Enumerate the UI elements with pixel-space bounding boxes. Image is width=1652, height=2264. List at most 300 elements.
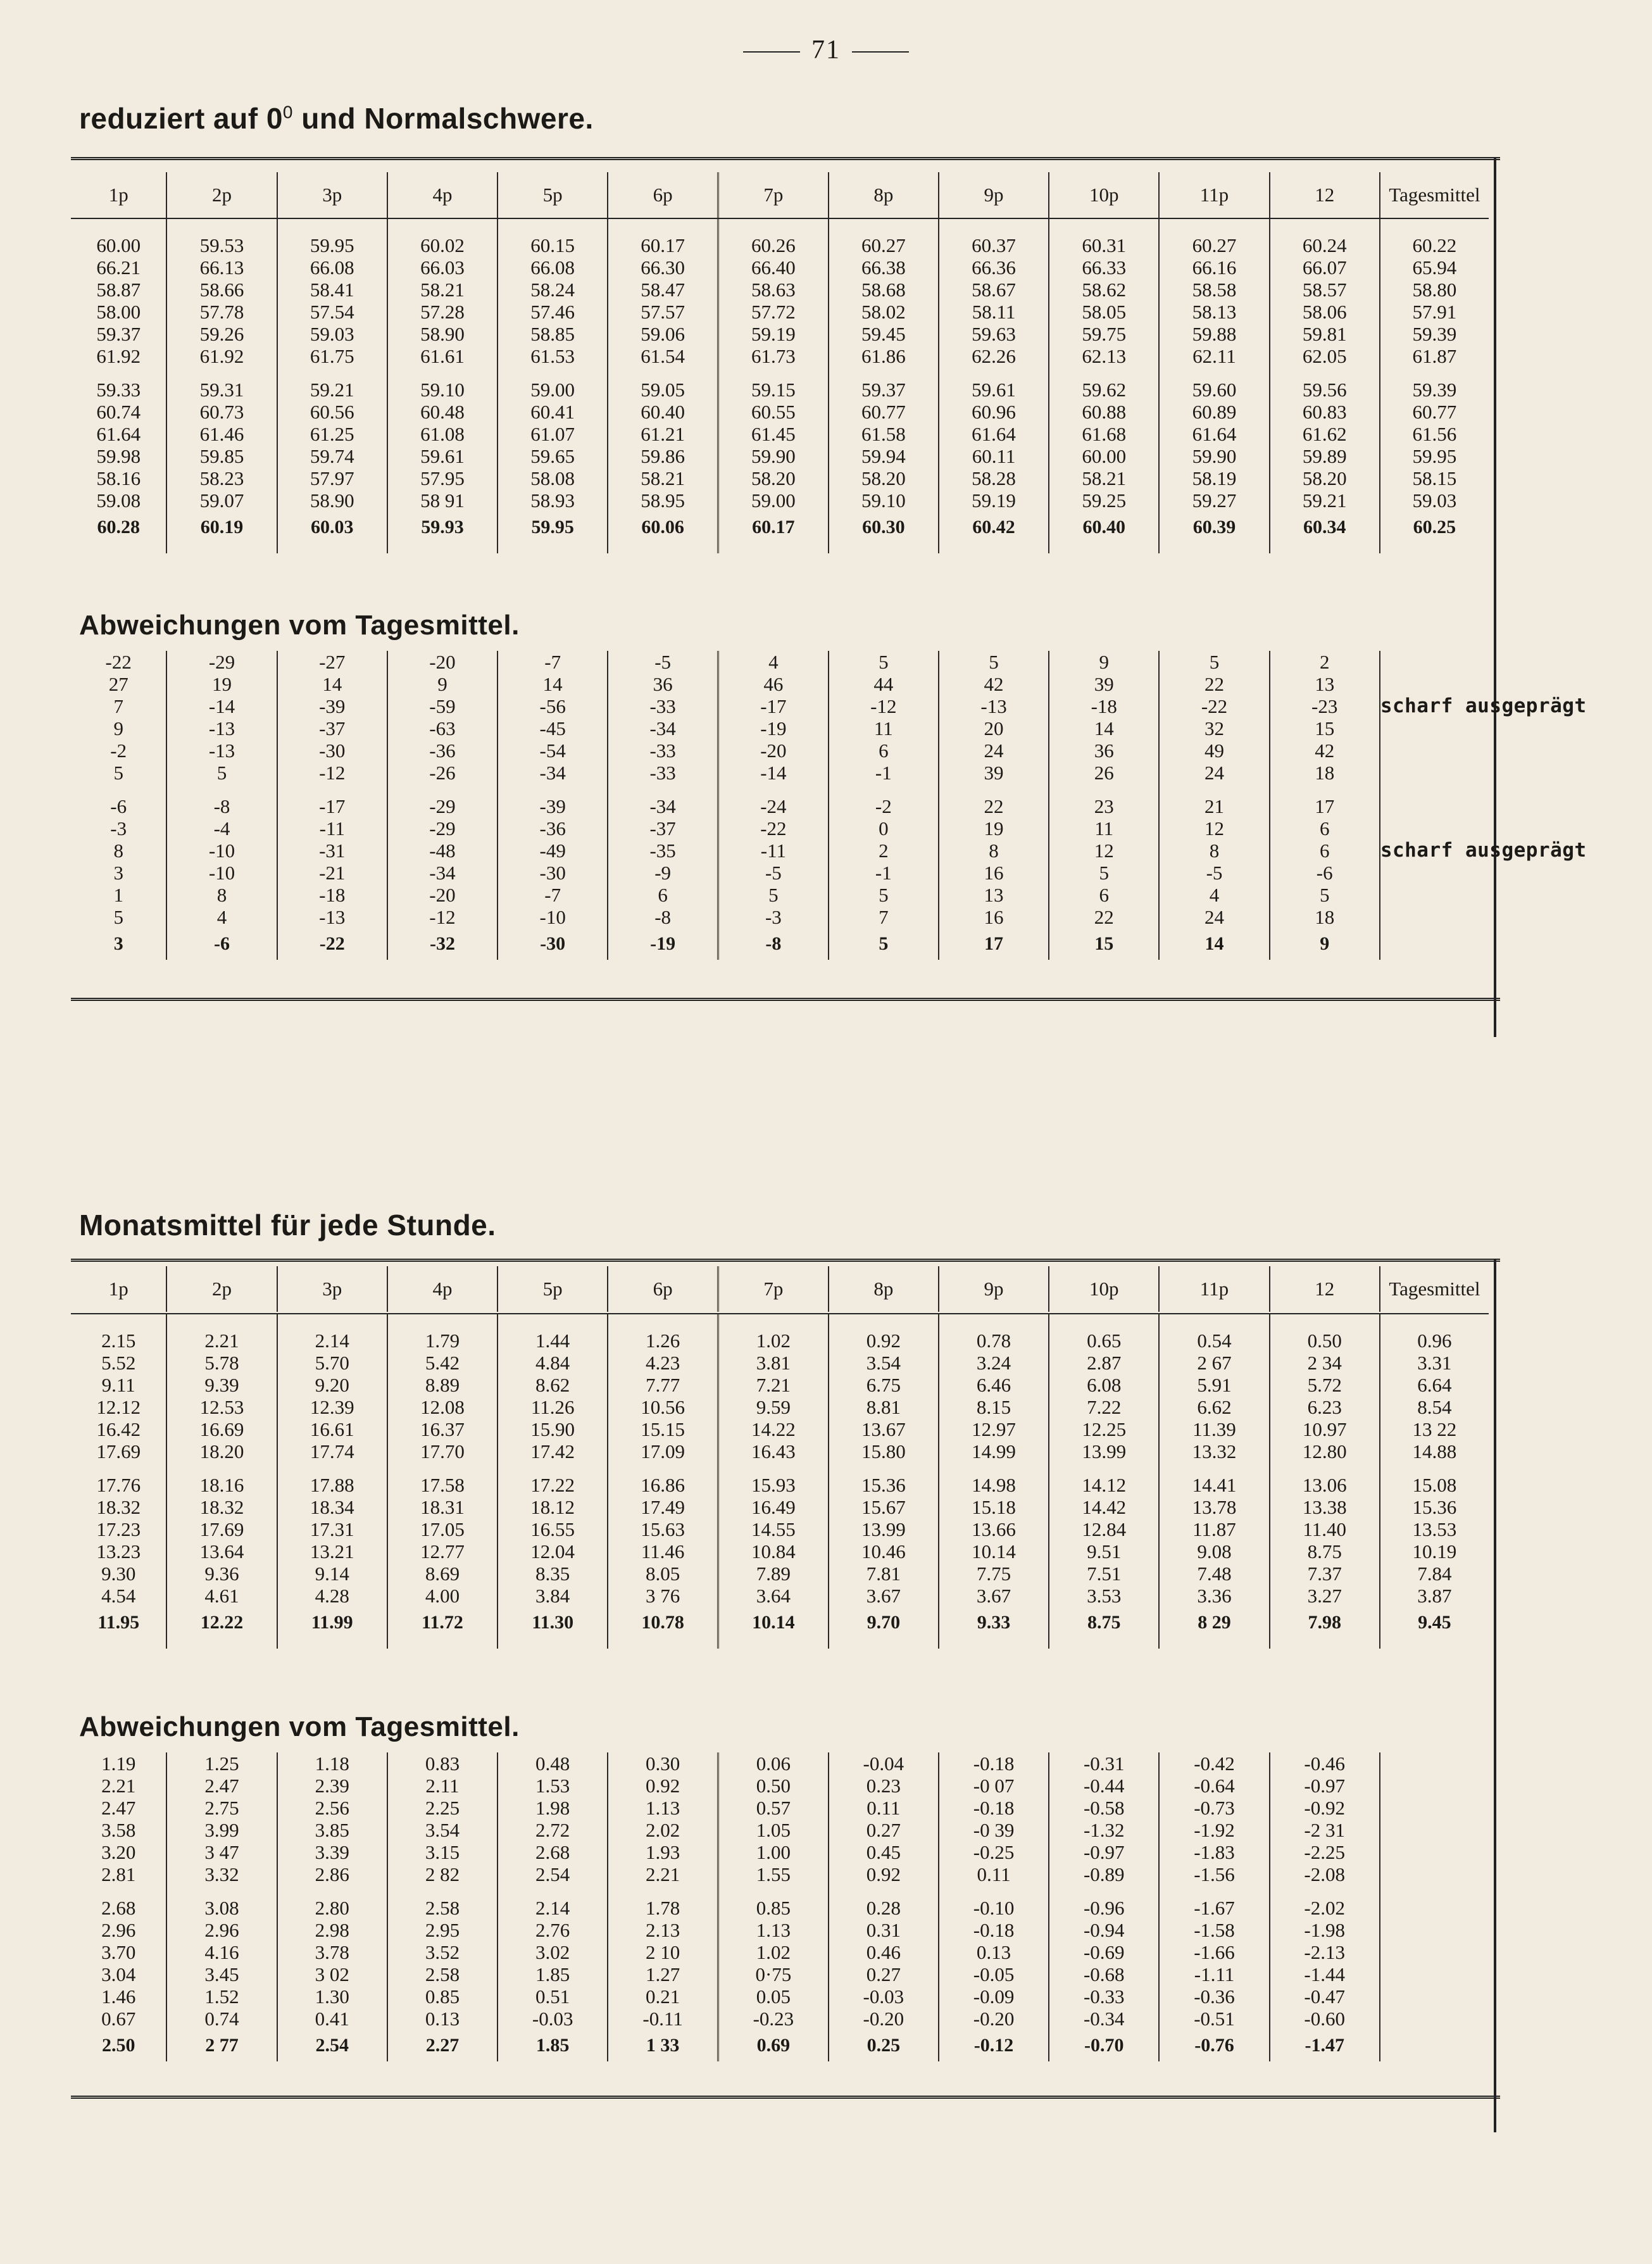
table-cell: 5	[1270, 884, 1380, 906]
table-cell: 59.21	[1270, 489, 1380, 512]
table-cell: 0.74	[166, 2008, 277, 2030]
table-cell	[1159, 367, 1269, 379]
table-cell: 0	[829, 817, 939, 840]
table-cell	[387, 218, 497, 234]
table-cell: 0.27	[829, 1963, 939, 1985]
table-cell: -1.32	[1049, 1819, 1159, 1841]
table-cell: 8	[1159, 840, 1269, 862]
table-row	[71, 489, 1489, 512]
table-cell: 8p	[829, 1266, 939, 1312]
table-row	[71, 1418, 1489, 1440]
table-cell: -26	[387, 762, 497, 784]
table-cell: 61.62	[1270, 423, 1380, 445]
table-cell: 4p	[387, 1266, 497, 1312]
table-cell: -34	[608, 795, 718, 817]
table-cell: 3.54	[829, 1352, 939, 1374]
table-cell: 66.16	[1159, 256, 1269, 279]
table-cell: 17.69	[96, 1440, 141, 1462]
table-cell: 13.53	[1380, 1518, 1489, 1540]
table-cell: 15.93	[718, 1474, 829, 1496]
table-cell: 11p	[1159, 172, 1269, 218]
table-cell: 13.78	[1159, 1496, 1269, 1518]
table-cell	[1159, 543, 1269, 553]
table-cell: -0.58	[1049, 1797, 1159, 1819]
table-cell: 10.84	[718, 1540, 829, 1563]
table-cell	[166, 218, 277, 234]
table-cell: 0.41	[277, 2008, 387, 2030]
table-cell: 6	[1049, 884, 1159, 906]
table-cell: 60.89	[1159, 401, 1269, 423]
table-cell	[71, 1462, 166, 1474]
table-cell: 5.72	[1270, 1374, 1380, 1396]
section1-deviation-table	[71, 651, 1587, 960]
table-cell: -0.60	[1270, 2008, 1380, 2030]
table-cell: 58.08	[497, 467, 608, 489]
table-cell: 60.37	[939, 234, 1049, 256]
table-cell: 9.59	[718, 1396, 829, 1418]
section1-title: reduziert auf $0^0$ und Normalschwere.	[79, 102, 594, 135]
table-cell: 5.42	[387, 1352, 497, 1374]
table-cell: 58.67	[939, 279, 1049, 301]
table-cell: -45	[497, 717, 608, 739]
table-cell: 11	[829, 717, 939, 739]
table-cell: 1.02	[718, 1941, 829, 1963]
table-cell: -0.51	[1159, 2008, 1269, 2030]
table-row	[71, 1563, 1489, 1585]
table-cell	[1380, 673, 1489, 695]
table-cell: 59.07	[166, 489, 277, 512]
table-cell: 3.31	[1380, 1352, 1489, 1374]
table-row	[71, 1897, 1489, 1919]
table-cell: 57.72	[718, 301, 829, 323]
table-cell: -29	[387, 817, 497, 840]
table-cell: 2.13	[608, 1919, 718, 1941]
table-cell: 58.47	[608, 279, 718, 301]
table-cell: -0.23	[718, 2008, 829, 2030]
table-cell: 6	[1270, 817, 1380, 840]
table-cell: -0.69	[1049, 1941, 1159, 1963]
table-cell: 61.64	[96, 423, 141, 445]
table-cell: 0.23	[829, 1775, 939, 1797]
table-cell: 59.19	[718, 323, 829, 345]
table-cell: 61.61	[387, 345, 497, 367]
table-cell: 11p	[1159, 1266, 1269, 1312]
table-cell	[166, 543, 277, 553]
table-cell: 10p	[1049, 172, 1159, 218]
table-cell: 2.98	[277, 1919, 387, 1941]
table-cell: 12	[1049, 840, 1159, 862]
table-row	[71, 345, 1489, 367]
total-row	[71, 512, 1489, 543]
table-cell	[277, 367, 387, 379]
table-cell	[1380, 1638, 1489, 1649]
table-cell: 2.75	[166, 1797, 277, 1819]
table-cell: 60.27	[829, 234, 939, 256]
table-cell: 15	[1049, 928, 1159, 960]
table-cell: 2.58	[387, 1897, 497, 1919]
table-cell: 16.42	[96, 1418, 141, 1440]
table-cell: 2.39	[277, 1775, 387, 1797]
table-cell: 59.31	[166, 379, 277, 401]
table-cell	[939, 1313, 1049, 1330]
table-cell: 13.21	[277, 1540, 387, 1563]
table-cell: -0.05	[939, 1963, 1049, 1985]
spacer-row	[71, 367, 1489, 379]
table-cell	[939, 784, 1049, 795]
table-cell	[71, 1313, 166, 1330]
table-cell: 11.40	[1270, 1518, 1380, 1540]
table-cell: 57.91	[1380, 301, 1489, 323]
table-cell: -37	[277, 717, 387, 739]
table-cell: 22	[939, 795, 1049, 817]
table-cell	[71, 1638, 166, 1649]
table-cell: 1.26	[608, 1330, 718, 1352]
page-number: 71	[722, 35, 930, 65]
table-cell: 2.21	[166, 1330, 277, 1352]
table-cell: 3	[113, 862, 123, 884]
total-row	[71, 2030, 1489, 2061]
table-cell: -13	[939, 695, 1049, 717]
table-cell: 61.45	[718, 423, 829, 445]
table-cell: 5	[1159, 651, 1269, 673]
table-cell: 59.27	[1159, 489, 1269, 512]
table-cell: -1.92	[1159, 1819, 1269, 1841]
table-cell: -18	[277, 884, 387, 906]
table-cell: 14.41	[1159, 1474, 1269, 1496]
table-cell: 0.50	[1270, 1330, 1380, 1352]
table-cell: 24	[1159, 906, 1269, 928]
table-cell: 60.15	[497, 234, 608, 256]
table-cell	[1270, 218, 1380, 234]
table-cell	[1380, 1462, 1489, 1474]
table-cell: 6	[829, 739, 939, 762]
table-cell: 60.19	[166, 512, 277, 543]
table-cell	[1159, 1313, 1269, 1330]
table-cell	[608, 1313, 718, 1330]
table-cell: -54	[497, 739, 608, 762]
table-cell	[1380, 884, 1489, 906]
table-cell: 2.11	[387, 1775, 497, 1797]
table-cell: 0.30	[608, 1752, 718, 1775]
table-cell: 8p	[829, 172, 939, 218]
table-cell: 14	[497, 673, 608, 695]
spacer-row	[71, 543, 1489, 553]
table-cell: 60.48	[387, 401, 497, 423]
table-cell: 58.68	[829, 279, 939, 301]
table-cell	[1380, 543, 1489, 553]
table-cell: -22	[277, 928, 387, 960]
table-cell: 18.20	[166, 1440, 277, 1462]
table-cell: 60.17	[608, 234, 718, 256]
table-cell	[1380, 928, 1489, 960]
table-cell: 3.20	[101, 1841, 136, 1863]
table-cell: 0.48	[497, 1752, 608, 1775]
table-cell: 2.72	[497, 1819, 608, 1841]
table-cell: 62.11	[1159, 345, 1269, 367]
table-cell: 9.45	[1380, 1607, 1489, 1638]
table-cell	[1380, 795, 1489, 817]
table-cell: -11	[277, 817, 387, 840]
table-cell	[608, 784, 718, 795]
table-cell: 2.47	[101, 1797, 136, 1819]
table-cell: 8.15	[939, 1396, 1049, 1418]
table-cell: 2.47	[166, 1775, 277, 1797]
table-cell: 9p	[939, 1266, 1049, 1312]
table-cell: 0.21	[608, 1985, 718, 2008]
table-cell	[71, 1885, 166, 1897]
table-cell: 60.28	[97, 517, 140, 538]
table-cell: 14.42	[1049, 1496, 1159, 1518]
table-cell	[166, 367, 277, 379]
table-cell: -0.34	[1049, 2008, 1159, 2030]
table-cell: 0.96	[1380, 1330, 1489, 1352]
table-cell: 9.36	[166, 1563, 277, 1585]
table-cell: 4.28	[277, 1585, 387, 1607]
table-cell: Tagesmittel	[1380, 1266, 1489, 1312]
table-cell: -48	[387, 840, 497, 862]
table-cell: 60.24	[1270, 234, 1380, 256]
table-cell	[387, 367, 497, 379]
table-cell: 2.96	[101, 1919, 136, 1941]
table-cell: 12.39	[277, 1396, 387, 1418]
table-cell: -0.09	[939, 1985, 1049, 2008]
table-cell: 4.61	[166, 1585, 277, 1607]
table-cell: 0.85	[387, 1985, 497, 2008]
table-cell: 0.54	[1159, 1330, 1269, 1352]
table-cell: 6.46	[939, 1374, 1049, 1396]
table-cell: 8 29	[1159, 1607, 1269, 1638]
table-cell: -0.25	[939, 1841, 1049, 1863]
table-row	[71, 840, 1489, 862]
table-cell: 16	[939, 862, 1049, 884]
table-cell: 2.27	[387, 2030, 497, 2061]
table-row	[71, 423, 1489, 445]
table-cell: 16.69	[166, 1418, 277, 1440]
table-cell: 14.55	[718, 1518, 829, 1540]
table-cell: 12.80	[1270, 1440, 1380, 1462]
table-cell	[829, 1885, 939, 1897]
table-cell: 1p	[108, 1278, 128, 1300]
table-cell: -11	[718, 840, 829, 862]
table-cell: 16.86	[608, 1474, 718, 1496]
table-cell: 1 33	[608, 2030, 718, 2061]
table-cell: 18	[1270, 762, 1380, 784]
table-cell: 39	[939, 762, 1049, 784]
header-row	[71, 1266, 1489, 1312]
table-cell: 4.84	[497, 1352, 608, 1374]
table-cell: -36	[497, 817, 608, 840]
table-cell: 60.00	[96, 234, 141, 256]
table-cell: 1.27	[608, 1963, 718, 1985]
table-cell: 3.58	[101, 1819, 136, 1841]
table-cell: 8.54	[1380, 1396, 1489, 1418]
table-cell: -0.33	[1049, 1985, 1159, 2008]
table-cell: 7.89	[718, 1563, 829, 1585]
table-cell: 1p	[108, 184, 128, 206]
table-cell	[166, 1462, 277, 1474]
table-cell: 59.75	[1049, 323, 1159, 345]
table-cell: -10	[497, 906, 608, 928]
table-cell: 1.79	[387, 1330, 497, 1352]
table-cell: 1.30	[277, 1985, 387, 2008]
table-cell: 9	[113, 717, 123, 739]
table-cell: -0.20	[829, 2008, 939, 2030]
section2-header-table	[71, 1266, 1489, 1312]
table-cell: 3p	[277, 1266, 387, 1312]
table-cell: 59.03	[1380, 489, 1489, 512]
table-cell: 5	[1049, 862, 1159, 884]
table-cell: 3.85	[277, 1819, 387, 1841]
table-cell	[1380, 1963, 1489, 1985]
table-cell: -18	[1049, 695, 1159, 717]
table-row	[71, 379, 1489, 401]
table-cell: 59.37	[96, 323, 141, 345]
table-cell: -34	[497, 762, 608, 784]
table-cell	[387, 543, 497, 553]
table-cell: -1.66	[1159, 1941, 1269, 1963]
table-row	[71, 1518, 1489, 1540]
table-cell	[1380, 739, 1489, 762]
table-cell: 1.44	[497, 1330, 608, 1352]
table-cell: 11.46	[608, 1540, 718, 1563]
table-cell: 3 47	[166, 1841, 277, 1863]
table-cell: 59.81	[1270, 323, 1380, 345]
table-cell: 59.62	[1049, 379, 1159, 401]
table-cell: 59.06	[608, 323, 718, 345]
table-cell: 12.97	[939, 1418, 1049, 1440]
table-row	[71, 1863, 1489, 1885]
table-cell	[1159, 218, 1269, 234]
table-cell: -12	[277, 762, 387, 784]
table-cell: 3.15	[387, 1841, 497, 1863]
table-cell	[1270, 367, 1380, 379]
table-cell: -22	[718, 817, 829, 840]
table-cell: 17.88	[277, 1474, 387, 1496]
table-cell: 59.39	[1380, 323, 1489, 345]
table-cell: 1.18	[277, 1752, 387, 1775]
table-cell: 2.15	[101, 1330, 136, 1352]
table-cell	[718, 543, 829, 553]
table-cell: -2.25	[1270, 1841, 1380, 1863]
table-cell: 59.00	[718, 489, 829, 512]
table-cell: 5.52	[101, 1352, 136, 1374]
table-cell: 7p	[718, 172, 829, 218]
table-row	[71, 279, 1489, 301]
table-cell: 14.22	[718, 1418, 829, 1440]
table-cell: 11.30	[497, 1607, 608, 1638]
table-cell: 21	[1159, 795, 1269, 817]
table-cell: -12	[829, 695, 939, 717]
table-cell: 8	[113, 840, 123, 862]
table-cell: 59.00	[497, 379, 608, 401]
table-cell: 58.63	[718, 279, 829, 301]
table-cell: 12	[1270, 1266, 1380, 1312]
title-superscript: 0	[282, 102, 293, 122]
table-row	[71, 795, 1489, 817]
table-cell: 58.15	[1380, 467, 1489, 489]
table-cell	[1159, 1885, 1269, 1897]
table-cell: 9.33	[939, 1607, 1049, 1638]
table-cell: 1.25	[166, 1752, 277, 1775]
table-cell: 60.31	[1049, 234, 1159, 256]
table-cell: 59.95	[1380, 445, 1489, 467]
table-cell: 12	[1270, 172, 1380, 218]
table-cell: 15.36	[829, 1474, 939, 1496]
table-cell: 58.66	[166, 279, 277, 301]
table-cell	[387, 1462, 497, 1474]
table-cell	[1270, 1885, 1380, 1897]
table-cell: 1.93	[608, 1841, 718, 1863]
table-cell: 15.36	[1380, 1496, 1489, 1518]
total-row	[71, 1607, 1489, 1638]
table-cell: 58.19	[1159, 467, 1269, 489]
table-cell: 2.58	[387, 1963, 497, 1985]
table-cell: 60.55	[718, 401, 829, 423]
table-cell: 58.02	[829, 301, 939, 323]
table-cell	[1380, 762, 1489, 784]
table-row	[71, 1330, 1489, 1352]
table-cell: 18.34	[277, 1496, 387, 1518]
table-cell	[1049, 218, 1159, 234]
table-cell: 2.68	[497, 1841, 608, 1863]
table-row	[71, 1474, 1489, 1496]
table-cell: 6.23	[1270, 1396, 1380, 1418]
table-cell: 58.62	[1049, 279, 1159, 301]
table-cell: 11.87	[1159, 1518, 1269, 1540]
table-cell: 1	[113, 884, 123, 906]
table-cell: 1.13	[608, 1797, 718, 1819]
table-cell: 17.76	[96, 1474, 141, 1496]
table-cell: 61.86	[829, 345, 939, 367]
table-cell: 17.42	[497, 1440, 608, 1462]
table-cell: 7.22	[1049, 1396, 1159, 1418]
table-cell	[829, 218, 939, 234]
table-cell	[608, 1462, 718, 1474]
table-cell: -6	[1270, 862, 1380, 884]
table-cell: 60.39	[1159, 512, 1269, 543]
table-cell: 3.67	[939, 1585, 1049, 1607]
table-cell: 3.52	[387, 1941, 497, 1963]
table-cell: -0.42	[1159, 1752, 1269, 1775]
table-cell: 10.97	[1270, 1418, 1380, 1440]
table-cell: 59.56	[1270, 379, 1380, 401]
table-cell: 58.90	[387, 323, 497, 345]
table-cell: 4	[718, 651, 829, 673]
table-cell: 7.21	[718, 1374, 829, 1396]
table-cell	[718, 367, 829, 379]
table-cell: -1	[829, 862, 939, 884]
table-cell: 2 34	[1270, 1352, 1380, 1374]
spacer-row	[71, 1885, 1489, 1897]
table-cell: 2.14	[277, 1330, 387, 1352]
table-cell: 1.02	[718, 1330, 829, 1352]
table-cell	[1380, 906, 1489, 928]
table-cell: 5.78	[166, 1352, 277, 1374]
section1-header-table	[71, 172, 1489, 218]
table-cell: 60.22	[1380, 234, 1489, 256]
table-cell: 11.95	[97, 1612, 140, 1633]
table-cell: 8.69	[387, 1563, 497, 1585]
table-cell: 7.81	[829, 1563, 939, 1585]
table-cell: -37	[608, 817, 718, 840]
table-cell: -29	[387, 795, 497, 817]
table-cell: 59.90	[1159, 445, 1269, 467]
table-cell: -33	[608, 762, 718, 784]
table-row	[71, 2008, 1489, 2030]
table-row	[71, 234, 1489, 256]
table-cell: 61.68	[1049, 423, 1159, 445]
table-cell: 2.21	[101, 1775, 136, 1797]
